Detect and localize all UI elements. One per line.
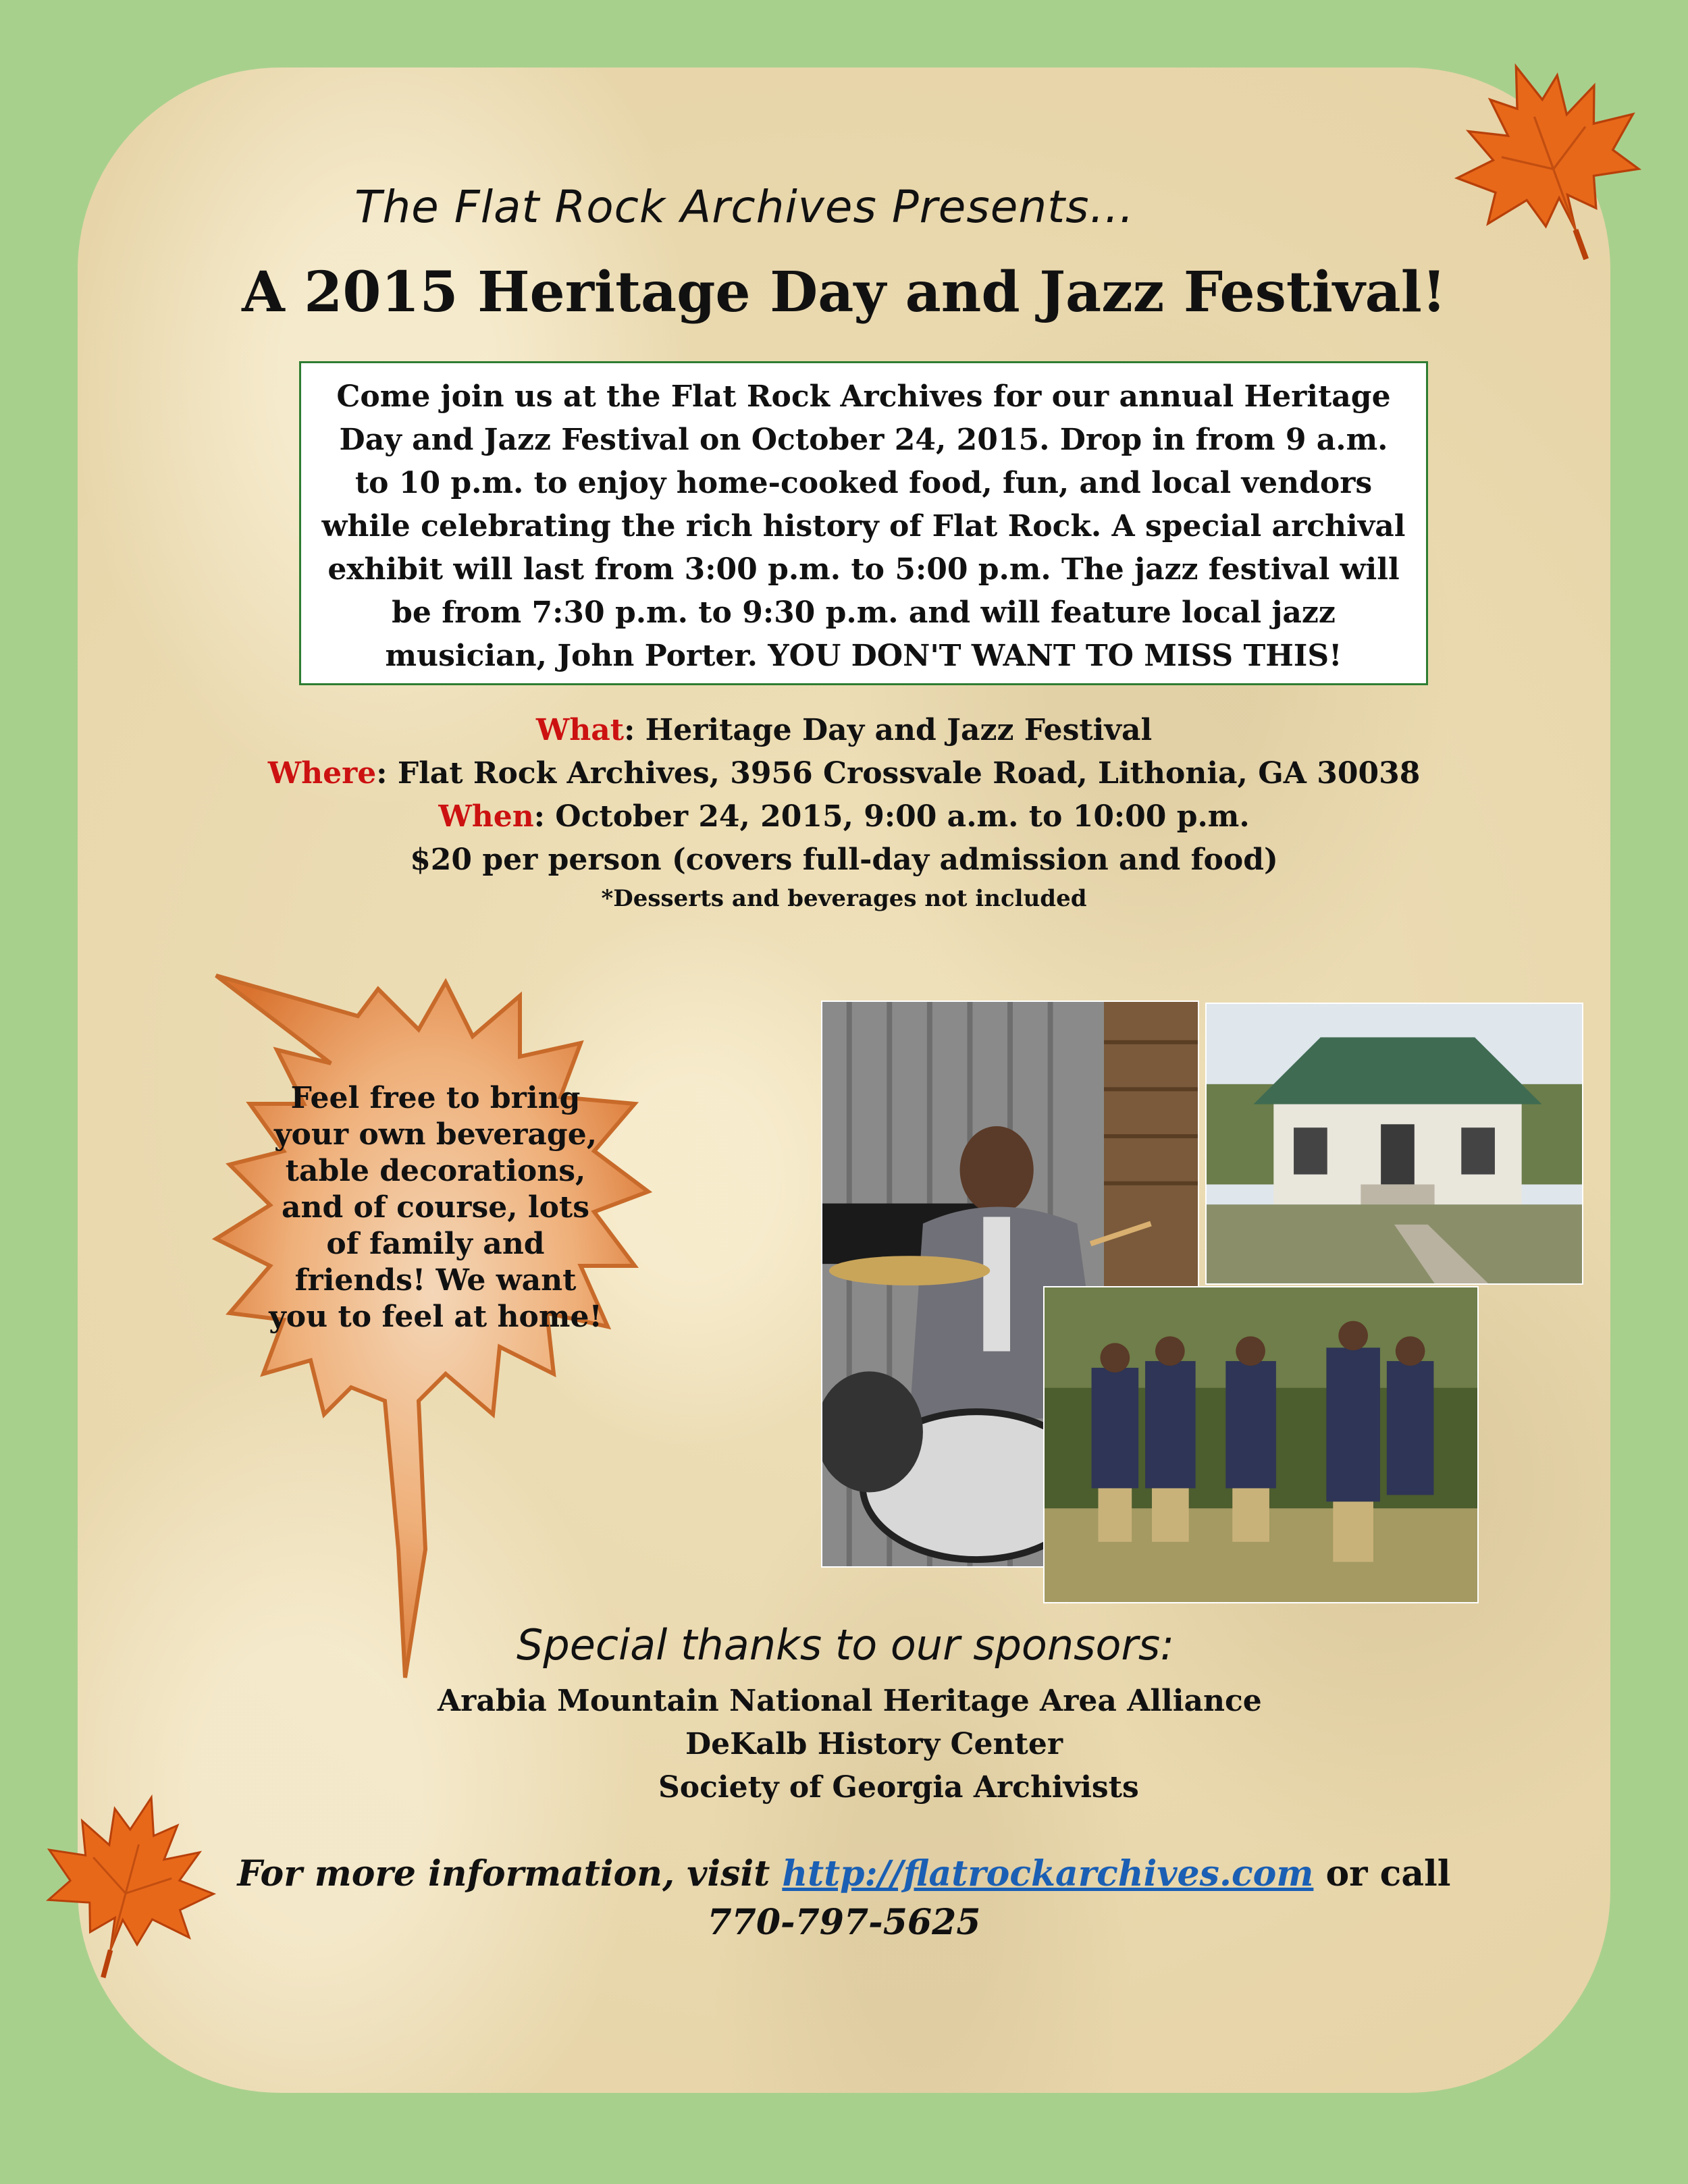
event-details bbox=[0, 709, 1688, 915]
what-line bbox=[0, 709, 1688, 752]
note-line: *Desserts and beverages not included bbox=[601, 885, 1087, 912]
where-label: Where bbox=[267, 756, 377, 791]
when-value: : October 24, 2015, 9:00 a.m. to 10:00 p.m. bbox=[533, 799, 1250, 834]
footer-prefix: For more information, visit bbox=[237, 1853, 783, 1894]
footer-info bbox=[0, 1850, 1688, 1947]
sponsor-item: Society of Georgia Archivists bbox=[658, 1770, 1139, 1805]
footer-line bbox=[0, 1850, 1688, 1898]
what-value: : Heritage Day and Jazz Festival bbox=[624, 713, 1153, 747]
where-value: : Flat Rock Archives, 3956 Crossvale Road, Lithonia, GA 30038 bbox=[376, 756, 1421, 791]
when-label: When bbox=[438, 799, 534, 834]
footer-middle: or call bbox=[1313, 1853, 1451, 1894]
presents-line: The Flat Rock Archives Presents… bbox=[354, 181, 1135, 233]
reenactors-photo bbox=[1043, 1286, 1479, 1603]
sponsor-item: DeKalb History Center bbox=[685, 1727, 1063, 1761]
intro-box bbox=[299, 361, 1428, 685]
sponsor-item: Arabia Mountain National Heritage Area Alliance bbox=[438, 1684, 1262, 1718]
when-line bbox=[0, 795, 1688, 838]
archives-house-photo bbox=[1205, 1003, 1583, 1285]
sponsors-heading: Special thanks to our sponsors: bbox=[517, 1620, 1175, 1670]
where-line bbox=[0, 752, 1688, 795]
intro-text: Come join us at the Flat Rock Archives for our annual Heritage Day and Jazz Festival on October 24, 2015. Drop in from 9 a.m. to 10 p.m. to enjoy home-cooked food, fun, and local vendors while celebrating the rich history of Flat Rock. A special archival exhibit will last from 3:00 p.m. to 5:00 p.m. The jazz festival will be from 7:30 p.m. to 9:30 p.m. and will feature local jazz musician, John Porter. YOU DON'T WANT TO MISS THIS! bbox=[321, 379, 1406, 673]
phone-number: 770-797-5625 bbox=[707, 1902, 981, 1943]
leaf-note bbox=[203, 969, 668, 1684]
what-label: What bbox=[535, 713, 625, 747]
price-line: $20 per person (covers full-day admission and food) bbox=[410, 843, 1278, 877]
leaf-note-text: Feel free to bring your own beverage, table decorations, and of course, lots of family and friends! We want you to feel at home! bbox=[269, 1081, 602, 1334]
page-title: A 2015 Heritage Day and Jazz Festival! bbox=[242, 260, 1446, 325]
maple-leaf-icon bbox=[1431, 47, 1668, 270]
website-link[interactable]: http://flatrockarchives.com bbox=[782, 1853, 1314, 1894]
